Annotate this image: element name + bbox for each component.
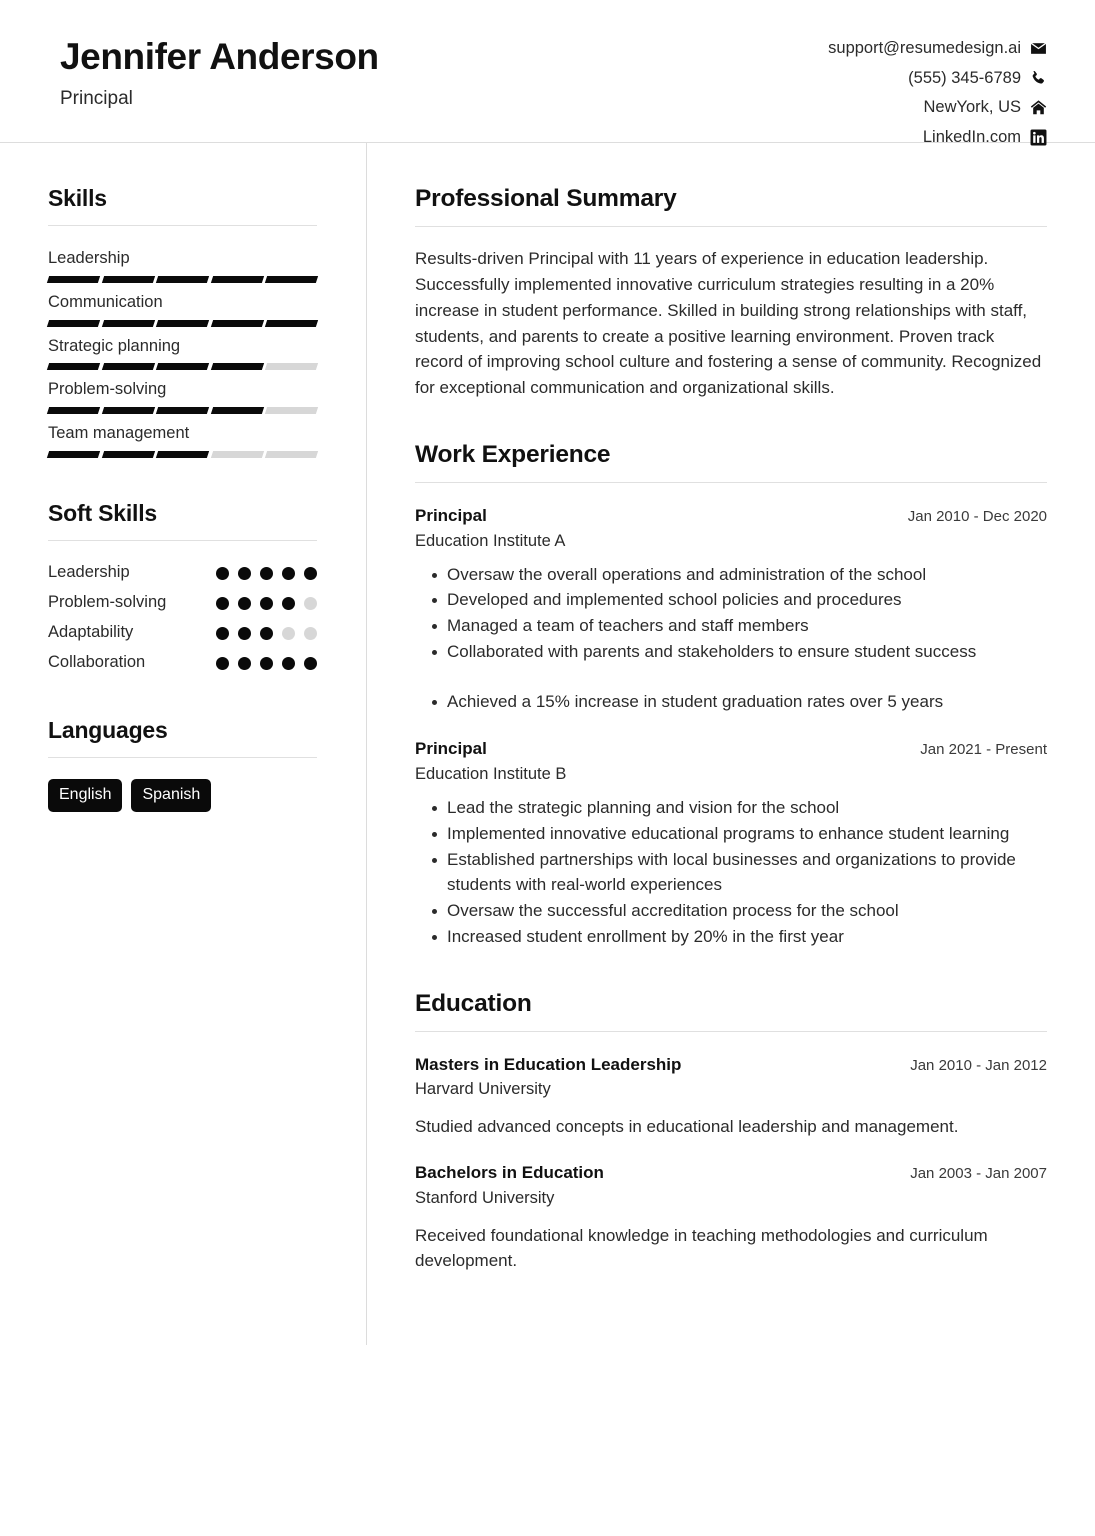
contact-location-text: NewYork, US: [923, 98, 1021, 117]
soft-skill-item: [48, 563, 317, 583]
skills-rule: [48, 225, 317, 226]
rating-dot: [282, 627, 295, 640]
resume-body: [0, 143, 1095, 1345]
work-experience-section: [415, 441, 1047, 949]
education-entry-header: [415, 1162, 1047, 1184]
work-entry-date: Jan 2021 - Present: [920, 741, 1047, 759]
candidate-name: Jennifer Anderson: [60, 36, 379, 77]
skill-bar-segment: [47, 276, 100, 283]
education-entry-description: Studied advanced concepts in educational leadership and management.: [415, 1116, 959, 1136]
skill-bar: [48, 363, 317, 370]
rating-dot: [282, 657, 295, 670]
skill-bar-segment: [156, 320, 209, 327]
soft-skill-item: [48, 593, 317, 613]
soft-skill-label: Leadership: [48, 563, 130, 582]
education-entry: [415, 1054, 1047, 1140]
soft-skill-item: [48, 623, 317, 643]
work-entry-date: Jan 2010 - Dec 2020: [907, 508, 1047, 526]
skills-section: [48, 185, 317, 458]
skill-item: [48, 292, 317, 327]
skill-bar-segment: [211, 451, 264, 458]
work-entry-bullets: [415, 563, 1047, 666]
skill-bar-segment: [211, 363, 264, 370]
education-entry-description: Received foundational knowledge in teaching methodologies and curriculum development.: [415, 1225, 988, 1271]
skill-bar-segment: [101, 407, 154, 414]
rating-dot: [304, 657, 317, 670]
skill-bar-segment: [101, 320, 154, 327]
language-tag: Spanish: [131, 779, 211, 812]
skill-bar-segment: [156, 363, 209, 370]
soft-skill-rating: [216, 597, 317, 610]
contact-phone[interactable]: [828, 70, 1047, 87]
skill-bar-segment: [47, 320, 100, 327]
rating-dot: [260, 597, 273, 610]
skill-bar: [48, 451, 317, 458]
skill-bar-segment: [211, 407, 264, 414]
rating-dot: [282, 597, 295, 610]
work-entry-organization: Education Institute A: [415, 532, 566, 551]
main-content: [367, 143, 1095, 1274]
bullet-item: Collaborated with parents and stakeholders to ensure student success: [415, 640, 1047, 665]
rating-dot: [260, 567, 273, 580]
soft-skill-label: Collaboration: [48, 653, 146, 672]
education-entry-degree: Masters in Education Leadership: [415, 1054, 682, 1074]
rating-dot: [238, 627, 251, 640]
rating-dot: [304, 597, 317, 610]
soft-skill-rating: [216, 567, 317, 580]
skill-bar: [48, 276, 317, 283]
skill-label: Communication: [48, 293, 163, 312]
work-entry-bullets: [415, 796, 1047, 950]
education-section: [415, 990, 1047, 1274]
summary-rule: [415, 226, 1047, 227]
bullet-item: Established partnerships with local businesses and organizations to provide students with real-world experiences: [415, 848, 1047, 898]
rating-dot: [216, 567, 229, 580]
soft-skills-list: [48, 563, 317, 673]
rating-dot: [216, 597, 229, 610]
bullet-item: Oversaw the overall operations and administration of the school: [415, 563, 1047, 588]
work-entry: [415, 738, 1047, 949]
education-entry-school: Harvard University: [415, 1080, 551, 1099]
work-entry-title: Principal: [415, 506, 487, 526]
sidebar: [0, 143, 367, 1345]
work-entry: [415, 505, 1047, 715]
language-tag: English: [48, 779, 122, 812]
soft-skill-label: Problem-solving: [48, 593, 167, 612]
skill-bar-segment: [265, 320, 318, 327]
summary-section: [415, 185, 1047, 401]
skill-bar-segment: [101, 276, 154, 283]
skill-label: Strategic planning: [48, 336, 181, 355]
work-entry-header: [415, 505, 1047, 527]
rating-dot: [282, 567, 295, 580]
summary-text: Results-driven Principal with 11 years of experience in education leadership. Successfully implemented innovative curriculum strategies resulting in a 20% increase in student performance. Skilled in building strong relationships with staff, students, and parents to create a positive learning environment. Proven track record of improving school culture and fostering a sense of community. Recognized for exceptional communication and organizational skills.: [415, 249, 1042, 398]
bullet-item: Oversaw the successful accreditation process for the school: [415, 899, 1047, 924]
soft-skills-rule: [48, 540, 317, 541]
skill-label: Team management: [48, 423, 190, 442]
skill-bar-segment: [47, 363, 100, 370]
skill-bar-segment: [47, 451, 100, 458]
skill-bar-segment: [211, 276, 264, 283]
contact-email[interactable]: [828, 40, 1047, 57]
education-entry: [415, 1162, 1047, 1273]
skill-bar-segment: [156, 451, 209, 458]
resume-header: [0, 0, 1095, 146]
work-experience-heading: Work Experience: [415, 441, 611, 469]
skill-bar-segment: [265, 276, 318, 283]
skill-bar-segment: [265, 407, 318, 414]
skill-bar: [48, 407, 317, 414]
work-entry-organization: Education Institute B: [415, 765, 567, 784]
contact-phone-text: (555) 345-6789: [908, 68, 1021, 87]
skills-heading: Skills: [48, 185, 107, 211]
envelope-icon: [1030, 40, 1047, 57]
education-entry-date: Jan 2003 - Jan 2007: [910, 1165, 1047, 1183]
rating-dot: [260, 657, 273, 670]
soft-skills-section: [48, 500, 317, 673]
bullet-item: Achieved a 15% increase in student graduation rates over 5 years: [415, 690, 1047, 715]
soft-skills-heading: Soft Skills: [48, 499, 157, 526]
bullet-item: Lead the strategic planning and vision for the school: [415, 796, 1047, 821]
soft-skill-rating: [216, 657, 317, 670]
candidate-role: Principal: [60, 87, 133, 109]
work-experience-rule: [415, 482, 1047, 483]
soft-skill-label: Adaptability: [48, 623, 134, 642]
phone-icon: [1030, 70, 1047, 87]
skill-bar: [48, 320, 317, 327]
skill-bar-segment: [101, 363, 154, 370]
work-entry-header: [415, 738, 1047, 760]
skill-bar-segment: [265, 363, 318, 370]
skill-item: [48, 423, 317, 458]
skill-bar-segment: [47, 407, 100, 414]
bullet-item: Managed a team of teachers and staff members: [415, 614, 1047, 639]
languages-list: [48, 779, 317, 812]
work-entry-achievements: [415, 690, 1047, 715]
bullet-item: Implemented innovative educational programs to enhance student learning: [415, 822, 1047, 847]
languages-heading: Languages: [48, 717, 168, 743]
rating-dot: [216, 657, 229, 670]
bullet-item: Developed and implemented school policies and procedures: [415, 588, 1047, 613]
education-entry-date: Jan 2010 - Jan 2012: [910, 1056, 1047, 1074]
languages-rule: [48, 757, 317, 758]
summary-heading: Professional Summary: [415, 185, 677, 212]
skill-item: [48, 248, 317, 283]
skill-item: [48, 336, 317, 371]
rating-dot: [238, 597, 251, 610]
rating-dot: [238, 657, 251, 670]
skills-list: [48, 248, 317, 457]
rating-dot: [304, 627, 317, 640]
education-rule: [415, 1031, 1047, 1032]
skill-item: [48, 379, 317, 414]
rating-dot: [260, 627, 273, 640]
bullet-item: Increased student enrollment by 20% in the first year: [415, 925, 1047, 950]
home-icon: [1030, 99, 1047, 116]
languages-section: [48, 717, 317, 812]
education-heading: Education: [415, 989, 532, 1017]
soft-skill-item: [48, 653, 317, 673]
skill-bar-segment: [265, 451, 318, 458]
soft-skill-rating: [216, 627, 317, 640]
contact-linkedin-text: LinkedIn.com: [922, 127, 1021, 146]
work-entry-title: Principal: [415, 739, 487, 759]
contact-email-text: support@resumedesign.ai: [828, 39, 1021, 58]
skill-label: Leadership: [48, 249, 130, 268]
contact-block: [828, 34, 1047, 146]
education-entry-degree: Bachelors in Education: [415, 1163, 604, 1183]
skill-bar-segment: [101, 451, 154, 458]
identity-block: [60, 34, 379, 110]
rating-dot: [216, 627, 229, 640]
rating-dot: [238, 567, 251, 580]
skill-bar-segment: [156, 407, 209, 414]
skill-bar-segment: [156, 276, 209, 283]
skill-label: Problem-solving: [48, 380, 167, 399]
rating-dot: [304, 567, 317, 580]
skill-bar-segment: [211, 320, 264, 327]
contact-location: [828, 99, 1047, 116]
education-entry-school: Stanford University: [415, 1189, 555, 1208]
education-entry-header: [415, 1054, 1047, 1076]
